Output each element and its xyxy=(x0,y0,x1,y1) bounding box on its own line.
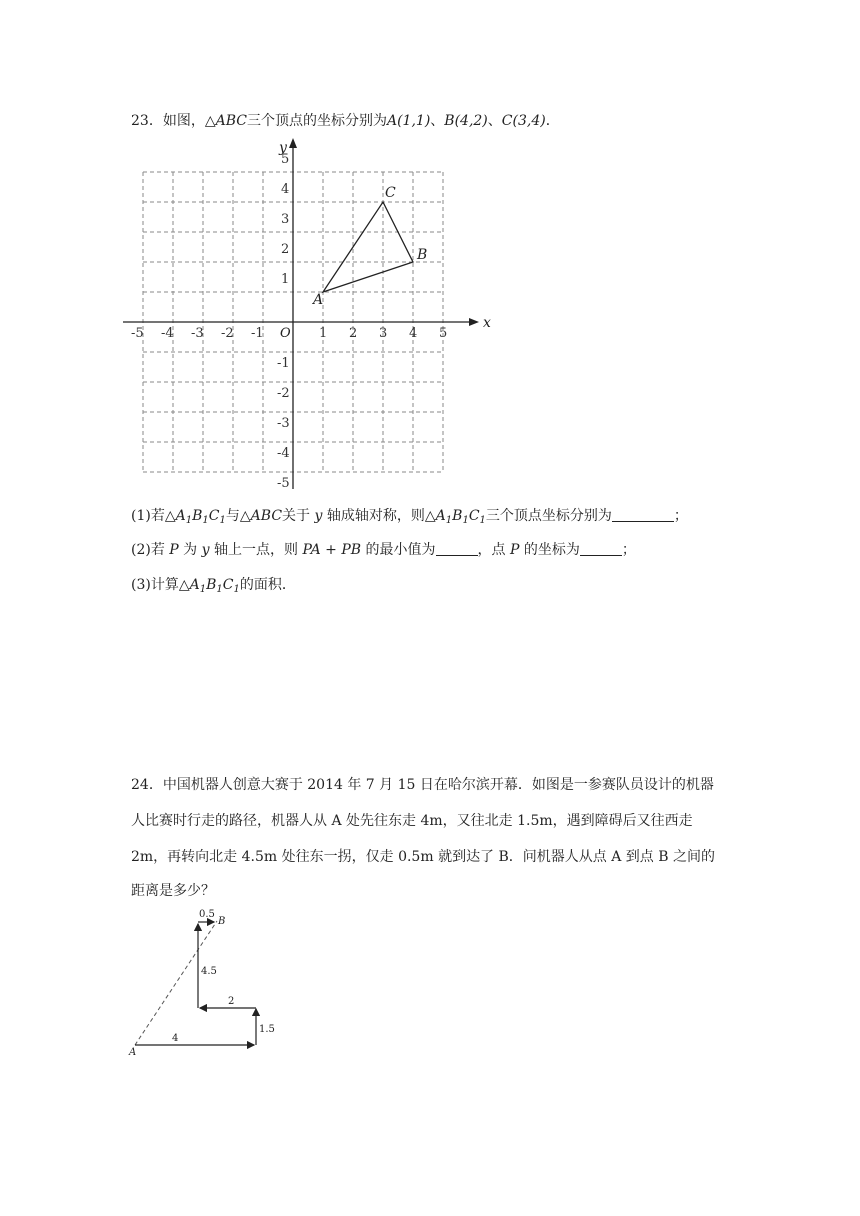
answer-blank[interactable] xyxy=(580,541,622,556)
y-tick-label: -5 xyxy=(277,476,290,491)
q24-line-4: 距离是多少？ xyxy=(131,883,215,899)
coordinate-grid-figure xyxy=(125,135,490,495)
ab-dashed-line xyxy=(135,921,217,1045)
vertex-label: B xyxy=(417,247,428,263)
y-axis-arrow xyxy=(289,138,297,148)
y-tick-label: -4 xyxy=(277,446,290,461)
x-tick-label: -2 xyxy=(221,326,234,341)
robot-path-figure xyxy=(125,905,285,1060)
triangle-abc xyxy=(323,202,413,292)
answer-blank[interactable] xyxy=(612,507,674,522)
x-axis-label: x xyxy=(483,315,491,331)
q24-line-3: 2m，再转向北走 4.5m 处往东一拐，仅走 0.5m 就到达了 B．问机器人从点 A 到点 B 之间的 xyxy=(131,849,715,865)
q24-line-2: 人比赛时行走的路径，机器人从 A 处先往东走 4m，又往北走 1.5m，遇到障碍后又往西走 xyxy=(131,813,693,829)
label-seg-1-5: 1.5 xyxy=(259,1024,275,1035)
q23-part3: (3)计算$\triangle A_1B_1C_1$的面积． xyxy=(131,577,296,595)
label-A: A xyxy=(129,1047,137,1058)
vertex-label: C xyxy=(385,185,396,201)
q23-number: 23． xyxy=(131,113,163,129)
label-seg-0-5: 0.5 xyxy=(199,909,215,920)
x-tick-label: 5 xyxy=(439,326,448,341)
q24-line-1: 24．中国机器人创意大赛于 2014 年 7 月 15 日在哈尔滨开幕．如图是一参赛队员设计的机器 xyxy=(131,777,714,793)
y-tick-label: 5 xyxy=(281,152,290,167)
y-tick-label: -3 xyxy=(277,416,290,431)
x-tick-label: -5 xyxy=(131,326,144,341)
x-tick-label: -4 xyxy=(161,326,174,341)
y-tick-label: 1 xyxy=(281,272,290,287)
x-tick-label: -3 xyxy=(191,326,204,341)
q23-prompt: 23．如图，△ABC三个顶点的坐标分别为A(1,1)、B(4,2)、C(3,4)． xyxy=(131,113,560,129)
answer-blank[interactable] xyxy=(436,541,478,556)
x-tick-label: 1 xyxy=(319,326,328,341)
x-tick-label: 2 xyxy=(349,326,358,341)
y-tick-label: 3 xyxy=(281,212,290,227)
y-tick-label: -2 xyxy=(277,386,290,401)
q23-part2: (2)若 P 为 y 轴上一点，则 PA + PB 的最小值为 ，点 P 的坐标为 ； xyxy=(131,542,636,558)
x-tick-label: 4 xyxy=(409,326,418,341)
label-seg-4: 4 xyxy=(172,1033,179,1044)
q23-part1: (1)若$\triangle A_1B_1C_1$与△ABC关于 y 轴成轴对称，则$\triangle A_1B_1C_1$三个顶点坐标分别为 ； xyxy=(131,508,688,526)
x-axis-arrow xyxy=(469,318,479,326)
y-axis-label: y xyxy=(279,140,287,156)
label-seg-2: 2 xyxy=(228,996,235,1007)
x-tick-label: 3 xyxy=(379,326,388,341)
y-tick-label: -1 xyxy=(277,356,290,371)
label-seg-4-5: 4.5 xyxy=(201,966,217,977)
x-tick-label: -1 xyxy=(251,326,264,341)
origin-label: O xyxy=(280,326,291,341)
y-tick-label: 2 xyxy=(281,242,290,257)
y-tick-label: 4 xyxy=(281,182,290,197)
vertex-label: A xyxy=(313,292,324,308)
label-B: B xyxy=(218,916,226,927)
